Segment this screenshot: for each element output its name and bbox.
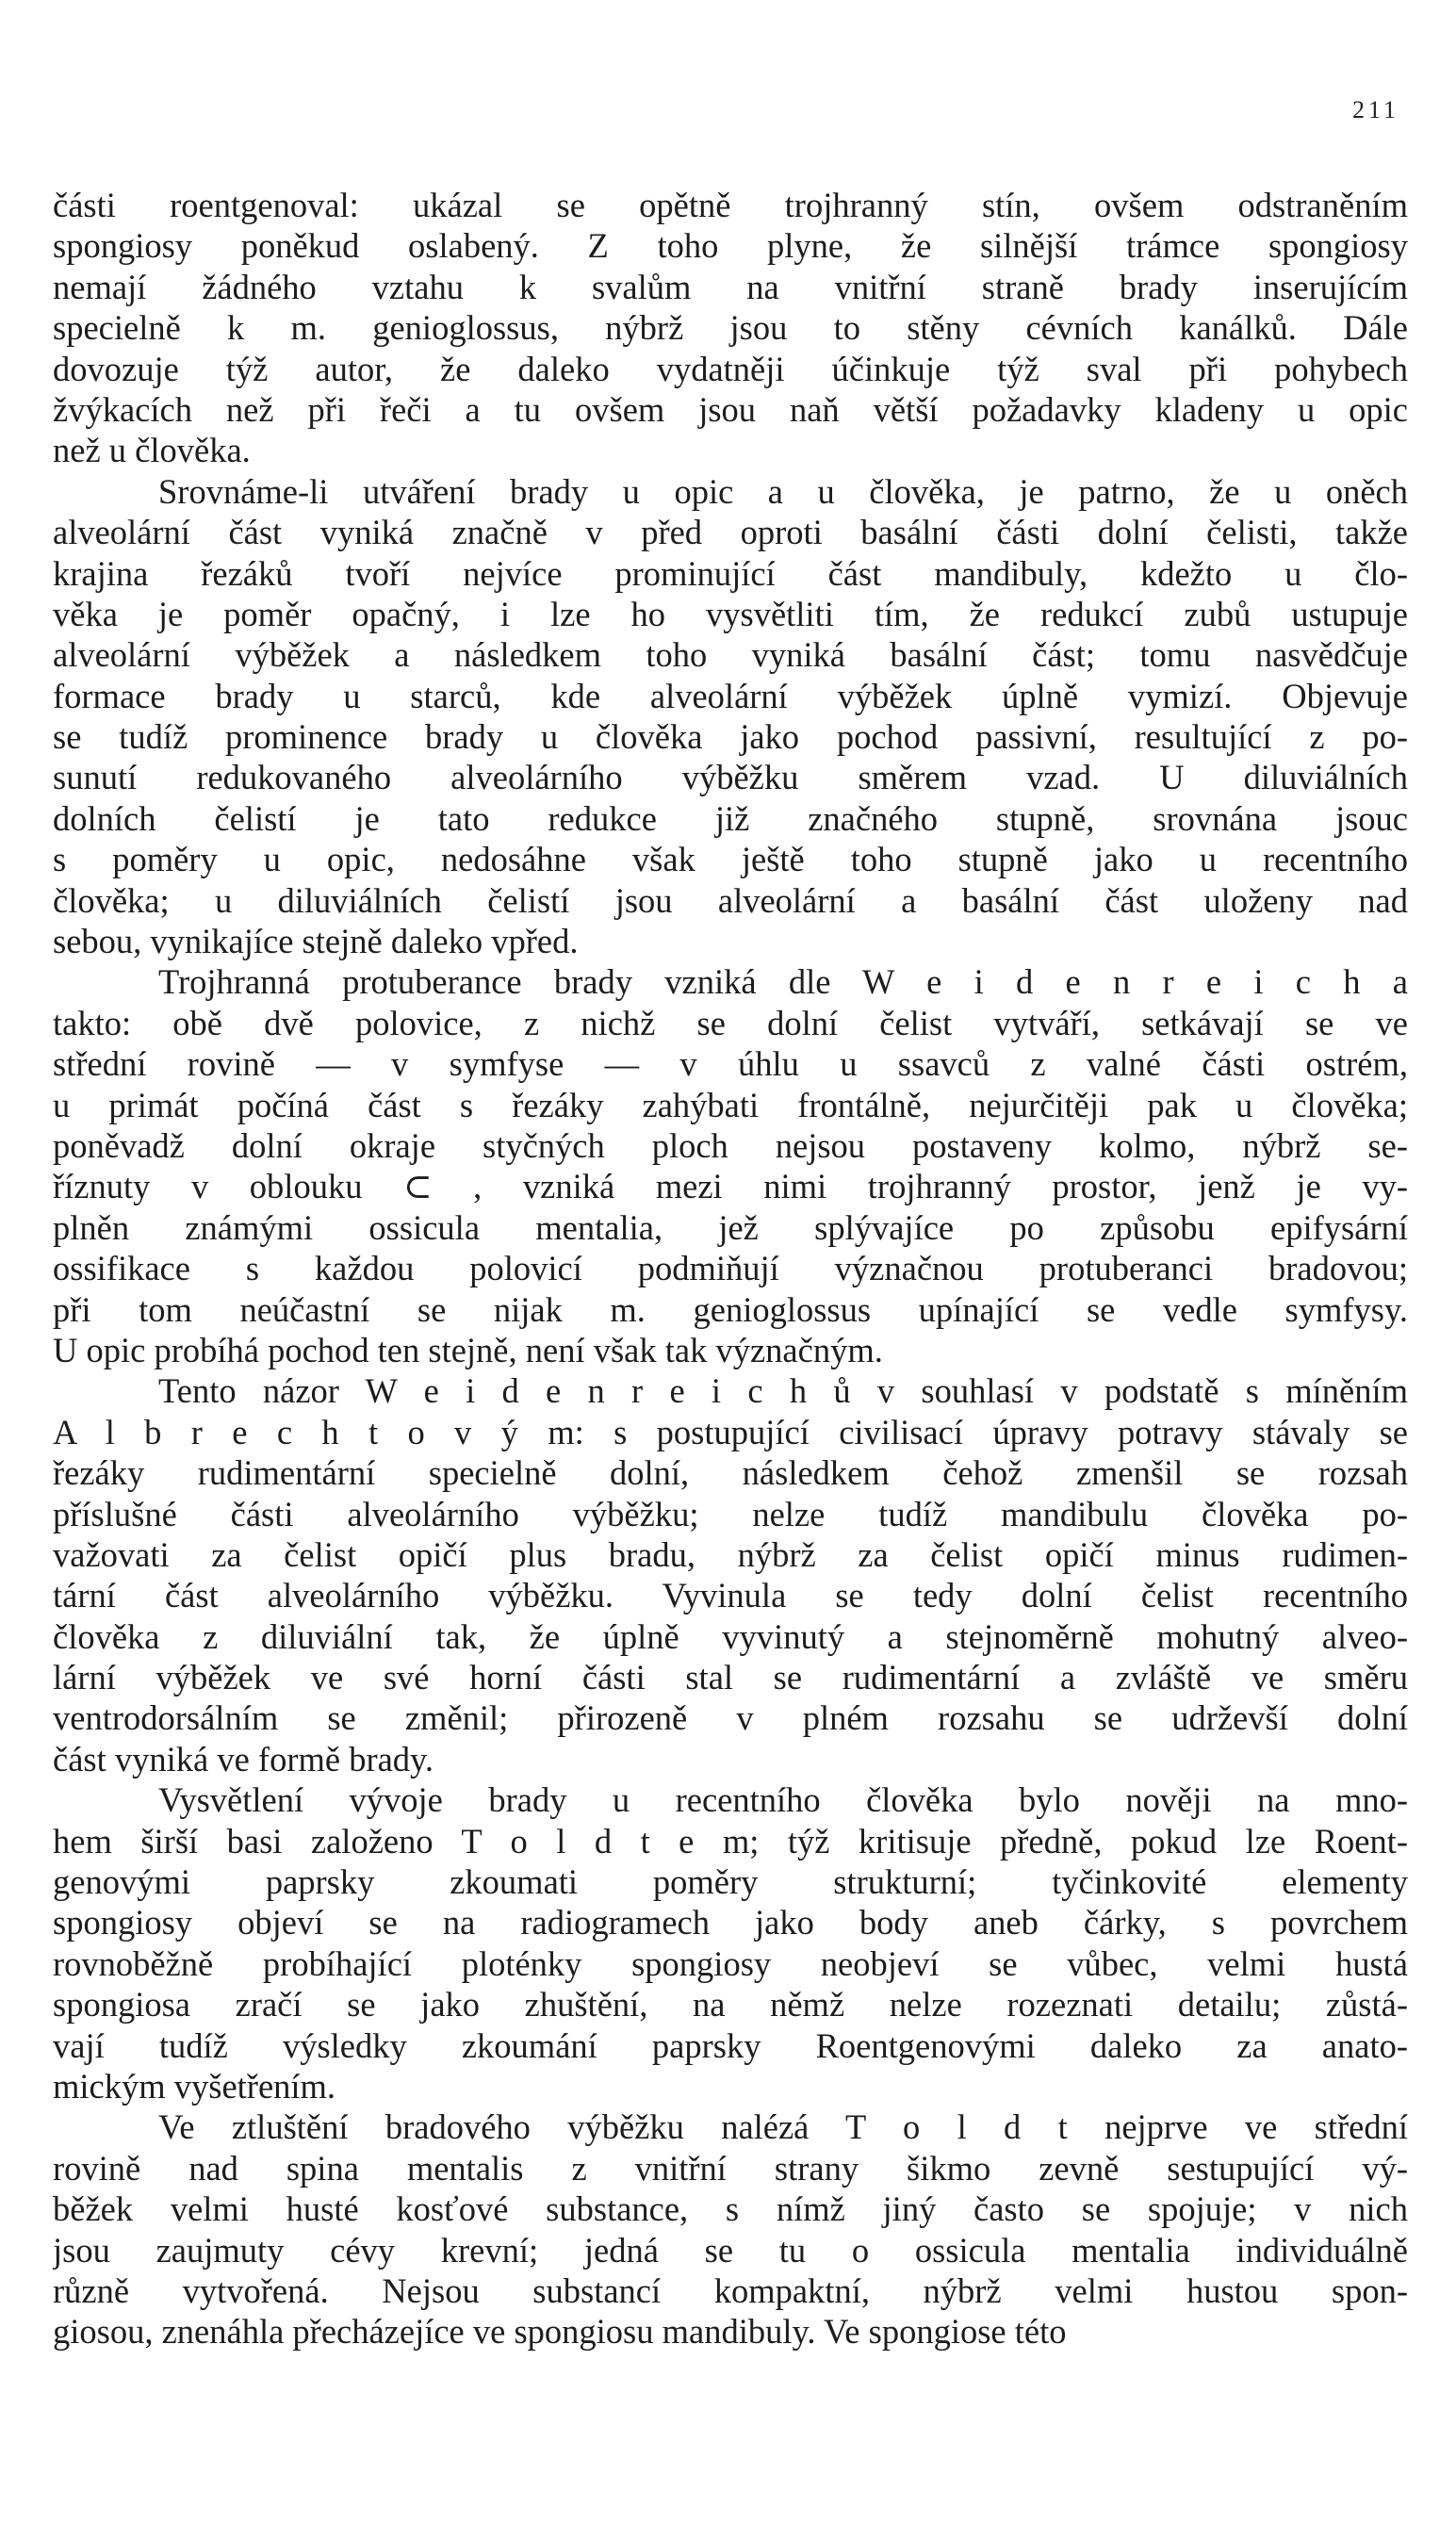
text-line: genovými paprsky zkoumati poměry strukturní; tyčinkovité elementy (53, 1862, 1408, 1902)
text-line: dolních čelistí je tato redukce již značného stupně, srovnána jsouc (53, 798, 1408, 838)
paragraph (53, 471, 1408, 962)
text-line: ossifikace s každou polovicí podmiňují význačnou protuberanci bradovou; (53, 1249, 1408, 1288)
text-line: žvýkacích než při řeči a tu ovšem jsou naň větší požadavky kladeny u opic (53, 389, 1408, 429)
text-line: věka je poměr opačný, i lze ho vysvětliti tím, že redukcí zubů ustupuje (53, 594, 1408, 633)
text-line: ventrodorsálním se změnil; přirozeně v plném rozsahu se udrževší dolní (53, 1698, 1408, 1738)
text-line: važovati za čelist opičí plus bradu, nýbrž za čelist opičí minus rudimen- (53, 1534, 1408, 1574)
text-line: část vyniká ve formě brady. (53, 1739, 434, 1779)
text-line: člověka; u diluviálních čelistí jsou alveolární a basální část uloženy nad (53, 880, 1408, 920)
text-line: se tudíž prominence brady u člověka jako pochod passivní, resultující z po- (53, 717, 1408, 757)
text-line: A l b r e c h t o v ý m: s postupující civilisací úpravy potravy stávaly se (53, 1412, 1408, 1451)
text-line: sebou, vynikajíce stejně daleko vpřed. (53, 922, 579, 961)
text-line: tární část alveolárního výběžku. Vyvinula se tedy dolní čelist recentního (53, 1576, 1408, 1615)
text-line: nemají žádného vztahu k svalům na vnitřní straně brady inserujícím (53, 267, 1408, 306)
paragraph (53, 185, 1408, 471)
text-line: giosou, znenáhla přecházejíce ve spongiosu mandibuly. Ve spongiose této (53, 2312, 1067, 2352)
text-line: alveolární výběžek a následkem toho vyniká basální část; tomu nasvědčuje (53, 635, 1408, 675)
text-line: dovozuje týž autor, že daleko vydatněji účinkuje týž sval při pohybech (53, 349, 1408, 388)
text-line: U opic probíhá pochod ten stejně, není však tak význačným. (53, 1330, 883, 1369)
text-line: Vysvětlení vývoje brady u recentního člověka bylo nověji na mno- (158, 1780, 1408, 1820)
text-line: Srovnáme-li utváření brady u opic a u člověka, je patrno, že u oněch (158, 471, 1408, 511)
text-line: spongiosa zračí se jako zhuštění, na němž nelze rozeznati detailu; zůstá- (53, 1985, 1408, 2025)
paragraph (53, 961, 1408, 1370)
text-line: lární výběžek ve své horní části stal se rudimentární a zvláště ve směru (53, 1658, 1408, 1697)
text-line: krajina řezáků tvoří nejvíce prominující část mandibuly, kdežto u člo- (53, 553, 1408, 593)
text-line: rovině nad spina mentalis z vnitřní strany šikmo zevně sestupující vý- (53, 2148, 1408, 2188)
text-line: při tom neúčastní se nijak m. genioglossus upínající se vedle symfysy. (53, 1289, 1408, 1329)
text-line: různě vytvořená. Nejsou substancí kompaktní, nýbrž velmi hustou spon- (53, 2271, 1408, 2310)
text-line: plněn známými ossicula mentalia, jež splývajíce po způsobu epifysární (53, 1207, 1408, 1247)
text-line: vají tudíž výsledky zkoumání paprsky Roentgenovými daleko za anato- (53, 2025, 1408, 2065)
paragraph (53, 1370, 1408, 1779)
text-line: říznuty v oblouku ⊂ , vzniká mezi nimi trojhranný prostor, jenž je vy- (53, 1167, 1408, 1206)
text-line: Trojhranná protuberance brady vzniká dle W e i d e n r e i c h a (158, 962, 1408, 1002)
text-line: rovnoběžně probíhající ploténky spongiosy neobjeví se vůbec, velmi hustá (53, 1943, 1408, 1983)
text-line: střední rovině — v symfyse — v úhlu u ssavců z valné části ostrém, (53, 1044, 1408, 1084)
text-line: specielně k m. genioglossus, nýbrž jsou to stěny cévních kanálků. Dále (53, 308, 1408, 348)
text-line: jsou zaujmuty cévy krevní; jedná se tu o ossicula mentalia individuálně (53, 2230, 1408, 2270)
text-line: než u člověka. (53, 431, 251, 470)
paragraph (53, 2107, 1408, 2352)
text-line: spongiosy poněkud oslabený. Z toho plyne, že silnější trámce spongiosy (53, 226, 1408, 266)
text-line: hem širší basi založeno T o l d t e m; týž kritisuje předně, pokud lze Roent- (53, 1821, 1408, 1861)
text-line: takto: obě dvě polovice, z nichž se dolní čelist vytváří, setkávají se ve (53, 1003, 1408, 1042)
text-line: člověka z diluviální tak, že úplně vyvinutý a stejnoměrně mohutný alveo- (53, 1616, 1408, 1656)
text-line: mickým vyšetřením. (53, 2066, 336, 2106)
text-line: řezáky rudimentární specielně dolní, následkem čehož zmenšil se rozsah (53, 1453, 1408, 1493)
text-line: části roentgenoval: ukázal se opětně trojhranný stín, ovšem odstraněním (53, 186, 1408, 224)
text-line: u primát počíná část s řezáky zahýbati frontálně, nejurčitěji pak u člověka; (53, 1085, 1408, 1124)
text-line: příslušné části alveolárního výběžku; nelze tudíž mandibulu člověka po- (53, 1494, 1408, 1533)
text-line: alveolární část vyniká značně v před oproti basální části dolní čelisti, takže (53, 513, 1408, 552)
text-line: běžek velmi husté kosťové substance, s nímž jiný často se spojuje; v nich (53, 2189, 1408, 2229)
text-line: sunutí redukovaného alveolárního výběžku směrem vzad. U diluviálních (53, 758, 1408, 797)
text-line: s poměry u opic, nedosáhne však ještě toho stupně jako u recentního (53, 840, 1408, 879)
paragraph (53, 1779, 1408, 2107)
page-number: 211 (1351, 96, 1399, 123)
body-text (53, 185, 1408, 2352)
text-line: formace brady u starců, kde alveolární výběžek úplně vymizí. Objevuje (53, 676, 1408, 715)
text-line: Ve ztluštění bradového výběžku nalézá T o l d t nejprve ve střední (158, 2107, 1408, 2147)
text-line: Tento názor W e i d e n r e i c h ů v souhlasí v podstatě s míněním (158, 1371, 1408, 1411)
text-line: poněvadž dolní okraje styčných ploch nejsou postaveny kolmo, nýbrž se- (53, 1125, 1408, 1165)
text-line: spongiosy objeví se na radiogramech jako body aneb čárky, s povrchem (53, 1903, 1408, 1943)
